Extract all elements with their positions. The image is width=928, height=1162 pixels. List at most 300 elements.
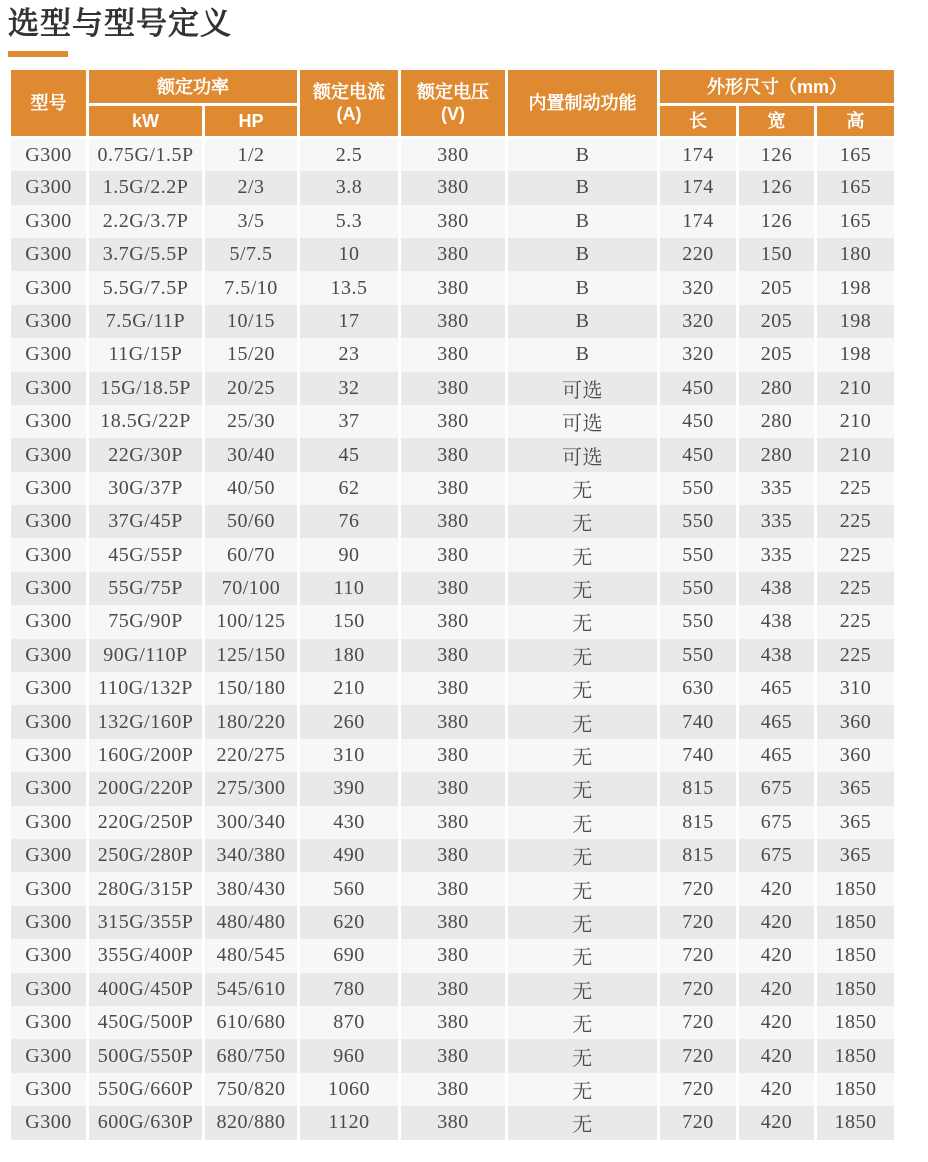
cell-height: 225 bbox=[816, 472, 896, 505]
cell-width: 205 bbox=[738, 271, 816, 304]
cell-hp: 125/150 bbox=[204, 639, 299, 672]
cell-kw: 11G/15P bbox=[88, 338, 204, 371]
table-row bbox=[10, 839, 896, 872]
cell-voltage: 380 bbox=[400, 505, 507, 538]
cell-width: 335 bbox=[738, 538, 816, 571]
cell-model: G300 bbox=[10, 806, 88, 839]
cell-kw: 1.5G/2.2P bbox=[88, 171, 204, 204]
cell-height: 1850 bbox=[816, 1073, 896, 1106]
cell-current: 45 bbox=[299, 438, 400, 471]
cell-length: 815 bbox=[659, 772, 738, 805]
cell-hp: 2/3 bbox=[204, 171, 299, 204]
cell-height: 225 bbox=[816, 639, 896, 672]
cell-current: 10 bbox=[299, 238, 400, 271]
cell-length: 630 bbox=[659, 672, 738, 705]
cell-current: 260 bbox=[299, 705, 400, 738]
cell-model: G300 bbox=[10, 939, 88, 972]
cell-voltage: 380 bbox=[400, 238, 507, 271]
cell-length: 320 bbox=[659, 338, 738, 371]
cell-model: G300 bbox=[10, 472, 88, 505]
cell-kw: 15G/18.5P bbox=[88, 372, 204, 405]
header-row-1 bbox=[10, 69, 896, 105]
table-row bbox=[10, 605, 896, 638]
cell-width: 420 bbox=[738, 1106, 816, 1139]
cell-model: G300 bbox=[10, 205, 88, 238]
cell-hp: 150/180 bbox=[204, 672, 299, 705]
cell-width: 126 bbox=[738, 171, 816, 204]
col-header-hp: HP bbox=[204, 105, 299, 138]
cell-hp: 220/275 bbox=[204, 739, 299, 772]
cell-kw: 160G/200P bbox=[88, 739, 204, 772]
cell-model: G300 bbox=[10, 906, 88, 939]
col-header-length: 长 bbox=[659, 105, 738, 138]
cell-current: 210 bbox=[299, 672, 400, 705]
cell-height: 1850 bbox=[816, 906, 896, 939]
col-header-rated-voltage bbox=[400, 69, 507, 138]
cell-model: G300 bbox=[10, 672, 88, 705]
cell-voltage: 380 bbox=[400, 1106, 507, 1139]
cell-braking: 无 bbox=[507, 1039, 659, 1072]
cell-braking: B bbox=[507, 238, 659, 271]
cell-current: 13.5 bbox=[299, 271, 400, 304]
cell-model: G300 bbox=[10, 138, 88, 171]
cell-braking: B bbox=[507, 305, 659, 338]
cell-kw: 30G/37P bbox=[88, 472, 204, 505]
cell-width: 126 bbox=[738, 205, 816, 238]
cell-voltage: 380 bbox=[400, 839, 507, 872]
cell-braking: 无 bbox=[507, 472, 659, 505]
cell-width: 438 bbox=[738, 572, 816, 605]
cell-width: 420 bbox=[738, 939, 816, 972]
cell-braking: 无 bbox=[507, 906, 659, 939]
cell-width: 675 bbox=[738, 839, 816, 872]
table-row bbox=[10, 572, 896, 605]
cell-kw: 0.75G/1.5P bbox=[88, 138, 204, 171]
cell-voltage: 380 bbox=[400, 639, 507, 672]
cell-model: G300 bbox=[10, 1106, 88, 1139]
cell-braking: 无 bbox=[507, 872, 659, 905]
cell-height: 225 bbox=[816, 572, 896, 605]
cell-current: 5.3 bbox=[299, 205, 400, 238]
cell-hp: 3/5 bbox=[204, 205, 299, 238]
cell-kw: 400G/450P bbox=[88, 973, 204, 1006]
table-row bbox=[10, 305, 896, 338]
cell-height: 365 bbox=[816, 839, 896, 872]
cell-length: 550 bbox=[659, 472, 738, 505]
cell-length: 815 bbox=[659, 806, 738, 839]
cell-hp: 300/340 bbox=[204, 806, 299, 839]
cell-width: 335 bbox=[738, 505, 816, 538]
table-row bbox=[10, 872, 896, 905]
cell-height: 180 bbox=[816, 238, 896, 271]
cell-hp: 380/430 bbox=[204, 872, 299, 905]
cell-model: G300 bbox=[10, 438, 88, 471]
cell-height: 1850 bbox=[816, 939, 896, 972]
rated-voltage-unit: (V) bbox=[441, 104, 465, 125]
cell-hp: 30/40 bbox=[204, 438, 299, 471]
table-row bbox=[10, 672, 896, 705]
table-row bbox=[10, 271, 896, 304]
cell-current: 1060 bbox=[299, 1073, 400, 1106]
cell-length: 220 bbox=[659, 238, 738, 271]
cell-voltage: 380 bbox=[400, 338, 507, 371]
cell-braking: 无 bbox=[507, 672, 659, 705]
cell-braking: 无 bbox=[507, 1073, 659, 1106]
cell-model: G300 bbox=[10, 505, 88, 538]
table-row bbox=[10, 338, 896, 371]
table-header bbox=[10, 69, 896, 138]
cell-braking: 无 bbox=[507, 505, 659, 538]
cell-current: 780 bbox=[299, 973, 400, 1006]
cell-height: 1850 bbox=[816, 1039, 896, 1072]
cell-kw: 250G/280P bbox=[88, 839, 204, 872]
cell-current: 17 bbox=[299, 305, 400, 338]
col-header-braking: 内置制动功能 bbox=[507, 69, 659, 138]
cell-hp: 480/545 bbox=[204, 939, 299, 972]
cell-width: 465 bbox=[738, 739, 816, 772]
col-header-width: 宽 bbox=[738, 105, 816, 138]
cell-braking: 无 bbox=[507, 538, 659, 571]
cell-length: 815 bbox=[659, 839, 738, 872]
cell-length: 550 bbox=[659, 572, 738, 605]
col-header-height: 高 bbox=[816, 105, 896, 138]
cell-braking: B bbox=[507, 271, 659, 304]
cell-braking: 无 bbox=[507, 1106, 659, 1139]
cell-kw: 5.5G/7.5P bbox=[88, 271, 204, 304]
cell-hp: 70/100 bbox=[204, 572, 299, 605]
cell-braking: 无 bbox=[507, 605, 659, 638]
cell-current: 870 bbox=[299, 1006, 400, 1039]
cell-hp: 7.5/10 bbox=[204, 271, 299, 304]
cell-current: 1120 bbox=[299, 1106, 400, 1139]
cell-voltage: 380 bbox=[400, 672, 507, 705]
table-row bbox=[10, 372, 896, 405]
page-title: 选型与型号定义 bbox=[8, 6, 232, 41]
cell-braking: B bbox=[507, 338, 659, 371]
cell-hp: 40/50 bbox=[204, 472, 299, 505]
cell-kw: 55G/75P bbox=[88, 572, 204, 605]
table-row bbox=[10, 906, 896, 939]
cell-height: 225 bbox=[816, 505, 896, 538]
cell-hp: 15/20 bbox=[204, 338, 299, 371]
cell-voltage: 380 bbox=[400, 405, 507, 438]
cell-voltage: 380 bbox=[400, 939, 507, 972]
cell-voltage: 380 bbox=[400, 572, 507, 605]
cell-model: G300 bbox=[10, 171, 88, 204]
cell-current: 620 bbox=[299, 906, 400, 939]
cell-height: 365 bbox=[816, 772, 896, 805]
cell-kw: 7.5G/11P bbox=[88, 305, 204, 338]
cell-model: G300 bbox=[10, 572, 88, 605]
cell-length: 550 bbox=[659, 639, 738, 672]
cell-braking: B bbox=[507, 138, 659, 171]
title-accent-bar bbox=[8, 51, 68, 57]
cell-width: 420 bbox=[738, 973, 816, 1006]
cell-width: 280 bbox=[738, 438, 816, 471]
cell-width: 465 bbox=[738, 705, 816, 738]
cell-height: 165 bbox=[816, 205, 896, 238]
cell-voltage: 380 bbox=[400, 1073, 507, 1106]
cell-length: 740 bbox=[659, 705, 738, 738]
cell-width: 205 bbox=[738, 338, 816, 371]
col-header-dimensions: 外形尺寸（mm） bbox=[659, 69, 896, 105]
cell-model: G300 bbox=[10, 839, 88, 872]
cell-length: 720 bbox=[659, 1006, 738, 1039]
table-row bbox=[10, 405, 896, 438]
cell-hp: 20/25 bbox=[204, 372, 299, 405]
cell-voltage: 380 bbox=[400, 806, 507, 839]
cell-braking: 无 bbox=[507, 705, 659, 738]
cell-model: G300 bbox=[10, 772, 88, 805]
table-row bbox=[10, 639, 896, 672]
cell-kw: 90G/110P bbox=[88, 639, 204, 672]
cell-height: 365 bbox=[816, 806, 896, 839]
cell-model: G300 bbox=[10, 639, 88, 672]
cell-width: 438 bbox=[738, 605, 816, 638]
cell-length: 320 bbox=[659, 305, 738, 338]
table-row bbox=[10, 1106, 896, 1139]
table-row bbox=[10, 538, 896, 571]
cell-length: 450 bbox=[659, 405, 738, 438]
cell-kw: 600G/630P bbox=[88, 1106, 204, 1139]
cell-braking: 无 bbox=[507, 839, 659, 872]
cell-voltage: 380 bbox=[400, 705, 507, 738]
table-row bbox=[10, 438, 896, 471]
cell-voltage: 380 bbox=[400, 271, 507, 304]
cell-voltage: 380 bbox=[400, 739, 507, 772]
col-header-rated-power: 额定功率 bbox=[88, 69, 299, 105]
table-row bbox=[10, 1073, 896, 1106]
cell-kw: 500G/550P bbox=[88, 1039, 204, 1072]
table-row bbox=[10, 505, 896, 538]
table-row bbox=[10, 939, 896, 972]
cell-hp: 545/610 bbox=[204, 973, 299, 1006]
cell-width: 150 bbox=[738, 238, 816, 271]
cell-braking: 无 bbox=[507, 806, 659, 839]
cell-height: 225 bbox=[816, 605, 896, 638]
cell-braking: 无 bbox=[507, 939, 659, 972]
cell-length: 740 bbox=[659, 739, 738, 772]
cell-voltage: 380 bbox=[400, 205, 507, 238]
cell-braking: 可选 bbox=[507, 405, 659, 438]
cell-hp: 100/125 bbox=[204, 605, 299, 638]
cell-current: 76 bbox=[299, 505, 400, 538]
cell-current: 23 bbox=[299, 338, 400, 371]
cell-kw: 280G/315P bbox=[88, 872, 204, 905]
cell-height: 210 bbox=[816, 372, 896, 405]
cell-height: 360 bbox=[816, 705, 896, 738]
cell-current: 690 bbox=[299, 939, 400, 972]
cell-voltage: 380 bbox=[400, 1006, 507, 1039]
cell-width: 420 bbox=[738, 1006, 816, 1039]
cell-voltage: 380 bbox=[400, 138, 507, 171]
cell-hp: 340/380 bbox=[204, 839, 299, 872]
cell-model: G300 bbox=[10, 1006, 88, 1039]
cell-length: 174 bbox=[659, 171, 738, 204]
cell-kw: 315G/355P bbox=[88, 906, 204, 939]
cell-model: G300 bbox=[10, 338, 88, 371]
cell-voltage: 380 bbox=[400, 1039, 507, 1072]
cell-height: 210 bbox=[816, 438, 896, 471]
cell-model: G300 bbox=[10, 372, 88, 405]
cell-height: 1850 bbox=[816, 973, 896, 1006]
cell-length: 720 bbox=[659, 1106, 738, 1139]
cell-height: 225 bbox=[816, 538, 896, 571]
rated-current-unit: (A) bbox=[336, 104, 362, 125]
cell-hp: 480/480 bbox=[204, 906, 299, 939]
cell-voltage: 380 bbox=[400, 872, 507, 905]
cell-length: 450 bbox=[659, 372, 738, 405]
cell-voltage: 380 bbox=[400, 772, 507, 805]
cell-length: 720 bbox=[659, 939, 738, 972]
cell-current: 490 bbox=[299, 839, 400, 872]
table-row bbox=[10, 739, 896, 772]
cell-current: 3.8 bbox=[299, 171, 400, 204]
cell-hp: 610/680 bbox=[204, 1006, 299, 1039]
rated-voltage-label: 额定电压 bbox=[417, 82, 489, 103]
cell-voltage: 380 bbox=[400, 171, 507, 204]
cell-width: 126 bbox=[738, 138, 816, 171]
cell-braking: 可选 bbox=[507, 438, 659, 471]
cell-width: 675 bbox=[738, 806, 816, 839]
cell-height: 360 bbox=[816, 739, 896, 772]
cell-kw: 450G/500P bbox=[88, 1006, 204, 1039]
cell-kw: 355G/400P bbox=[88, 939, 204, 972]
cell-hp: 50/60 bbox=[204, 505, 299, 538]
cell-braking: 无 bbox=[507, 639, 659, 672]
col-header-rated-current bbox=[299, 69, 400, 138]
cell-hp: 10/15 bbox=[204, 305, 299, 338]
rated-current-label: 额定电流 bbox=[313, 82, 385, 103]
cell-braking: B bbox=[507, 171, 659, 204]
cell-voltage: 380 bbox=[400, 472, 507, 505]
cell-hp: 1/2 bbox=[204, 138, 299, 171]
cell-hp: 180/220 bbox=[204, 705, 299, 738]
cell-width: 420 bbox=[738, 872, 816, 905]
cell-width: 420 bbox=[738, 1039, 816, 1072]
cell-kw: 45G/55P bbox=[88, 538, 204, 571]
table-row bbox=[10, 238, 896, 271]
cell-length: 174 bbox=[659, 138, 738, 171]
cell-width: 280 bbox=[738, 405, 816, 438]
cell-model: G300 bbox=[10, 405, 88, 438]
cell-kw: 2.2G/3.7P bbox=[88, 205, 204, 238]
cell-voltage: 380 bbox=[400, 906, 507, 939]
table-row bbox=[10, 772, 896, 805]
cell-kw: 110G/132P bbox=[88, 672, 204, 705]
cell-width: 438 bbox=[738, 639, 816, 672]
cell-model: G300 bbox=[10, 605, 88, 638]
cell-current: 90 bbox=[299, 538, 400, 571]
table-row bbox=[10, 705, 896, 738]
cell-current: 310 bbox=[299, 739, 400, 772]
cell-kw: 75G/90P bbox=[88, 605, 204, 638]
cell-braking: 无 bbox=[507, 1006, 659, 1039]
table-row bbox=[10, 1006, 896, 1039]
cell-model: G300 bbox=[10, 872, 88, 905]
cell-hp: 680/750 bbox=[204, 1039, 299, 1072]
col-header-kw: kW bbox=[88, 105, 204, 138]
cell-model: G300 bbox=[10, 305, 88, 338]
cell-kw: 132G/160P bbox=[88, 705, 204, 738]
cell-voltage: 380 bbox=[400, 372, 507, 405]
cell-width: 205 bbox=[738, 305, 816, 338]
cell-width: 280 bbox=[738, 372, 816, 405]
model-selection-table bbox=[8, 67, 897, 1139]
table-row bbox=[10, 138, 896, 171]
cell-height: 165 bbox=[816, 171, 896, 204]
cell-width: 420 bbox=[738, 1073, 816, 1106]
cell-height: 198 bbox=[816, 338, 896, 371]
cell-voltage: 380 bbox=[400, 538, 507, 571]
cell-braking: 可选 bbox=[507, 372, 659, 405]
cell-model: G300 bbox=[10, 739, 88, 772]
cell-hp: 750/820 bbox=[204, 1073, 299, 1106]
cell-hp: 25/30 bbox=[204, 405, 299, 438]
cell-braking: 无 bbox=[507, 772, 659, 805]
cell-current: 390 bbox=[299, 772, 400, 805]
cell-height: 165 bbox=[816, 138, 896, 171]
cell-height: 1850 bbox=[816, 872, 896, 905]
cell-kw: 220G/250P bbox=[88, 806, 204, 839]
cell-height: 1850 bbox=[816, 1006, 896, 1039]
cell-hp: 275/300 bbox=[204, 772, 299, 805]
cell-current: 110 bbox=[299, 572, 400, 605]
cell-height: 310 bbox=[816, 672, 896, 705]
cell-width: 465 bbox=[738, 672, 816, 705]
cell-current: 37 bbox=[299, 405, 400, 438]
cell-length: 720 bbox=[659, 872, 738, 905]
table-row bbox=[10, 472, 896, 505]
cell-height: 1850 bbox=[816, 1106, 896, 1139]
cell-length: 720 bbox=[659, 906, 738, 939]
cell-model: G300 bbox=[10, 538, 88, 571]
cell-voltage: 380 bbox=[400, 973, 507, 1006]
cell-length: 320 bbox=[659, 271, 738, 304]
cell-current: 430 bbox=[299, 806, 400, 839]
col-header-model: 型号 bbox=[10, 69, 88, 138]
cell-current: 150 bbox=[299, 605, 400, 638]
table-row bbox=[10, 205, 896, 238]
cell-width: 335 bbox=[738, 472, 816, 505]
cell-kw: 37G/45P bbox=[88, 505, 204, 538]
cell-length: 550 bbox=[659, 538, 738, 571]
table-row bbox=[10, 806, 896, 839]
cell-current: 62 bbox=[299, 472, 400, 505]
cell-voltage: 380 bbox=[400, 305, 507, 338]
cell-height: 198 bbox=[816, 271, 896, 304]
cell-braking: 无 bbox=[507, 572, 659, 605]
cell-model: G300 bbox=[10, 238, 88, 271]
cell-length: 550 bbox=[659, 605, 738, 638]
cell-length: 174 bbox=[659, 205, 738, 238]
cell-current: 32 bbox=[299, 372, 400, 405]
cell-kw: 3.7G/5.5P bbox=[88, 238, 204, 271]
cell-hp: 820/880 bbox=[204, 1106, 299, 1139]
cell-hp: 5/7.5 bbox=[204, 238, 299, 271]
cell-model: G300 bbox=[10, 705, 88, 738]
cell-model: G300 bbox=[10, 1039, 88, 1072]
cell-kw: 200G/220P bbox=[88, 772, 204, 805]
cell-kw: 22G/30P bbox=[88, 438, 204, 471]
table-row bbox=[10, 171, 896, 204]
table-row bbox=[10, 1039, 896, 1072]
cell-braking: B bbox=[507, 205, 659, 238]
cell-length: 550 bbox=[659, 505, 738, 538]
cell-kw: 18.5G/22P bbox=[88, 405, 204, 438]
cell-width: 675 bbox=[738, 772, 816, 805]
cell-current: 180 bbox=[299, 639, 400, 672]
